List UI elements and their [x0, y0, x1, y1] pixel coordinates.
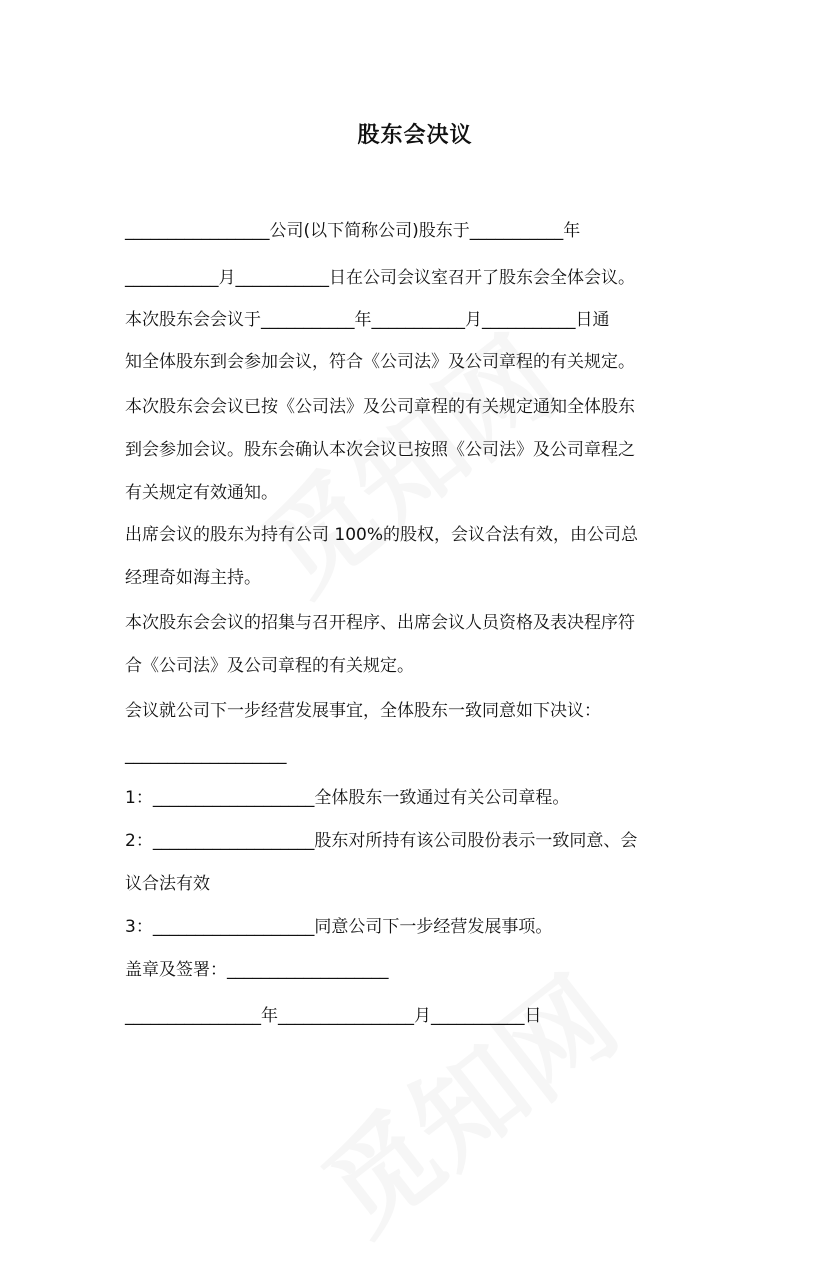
resolution-item-3: 3：___________________同意公司下一步经营发展事项。: [125, 917, 553, 937]
blank-line: ___________________: [125, 745, 287, 765]
paragraph-line: 议合法有效: [125, 874, 210, 894]
date-line: ________________年________________月___________日: [125, 1006, 542, 1026]
paragraph-line: 本次股东会会议已按《公司法》及公司章程的有关规定通知全体股东: [125, 397, 635, 417]
paragraph-line: _________________公司(以下简称公司)股东于___________年: [125, 221, 581, 241]
paragraph-line: 本次股东会会议于___________年___________月___________日通: [125, 310, 610, 330]
paragraph-line: 出席会议的股东为持有公司 100%的股权，会议合法有效，由公司总: [125, 525, 639, 545]
paragraph-line: 到会参加会议。股东会确认本次会议已按照《公司法》及公司章程之: [125, 440, 635, 460]
paragraph-line: 经理奇如海主持。: [125, 568, 261, 588]
paragraph-line: ___________月___________日在公司会议室召开了股东会全体会议。: [125, 268, 635, 288]
watermark: [286, 935, 643, 1263]
paragraph-line: 本次股东会会议的招集与召开程序、出席会议人员资格及表决程序符: [125, 613, 635, 633]
resolution-item-2: 2：___________________股东对所持有该公司股份表示一致同意、会: [125, 831, 638, 851]
signature-line: 盖章及签署：___________________: [125, 960, 389, 980]
paragraph-line: 有关规定有效通知。: [125, 483, 278, 503]
document-title: 股东会决议: [357, 123, 473, 148]
resolution-item-1: 1：___________________全体股东一致通过有关公司章程。: [125, 788, 570, 808]
paragraph-line: 知全体股东到会参加会议，符合《公司法》及公司章程的有关规定。: [125, 352, 635, 372]
paragraph-line: 会议就公司下一步经营发展事宜，全体股东一致同意如下决议：: [125, 701, 601, 721]
paragraph-line: 合《公司法》及公司章程的有关规定。: [125, 656, 414, 676]
